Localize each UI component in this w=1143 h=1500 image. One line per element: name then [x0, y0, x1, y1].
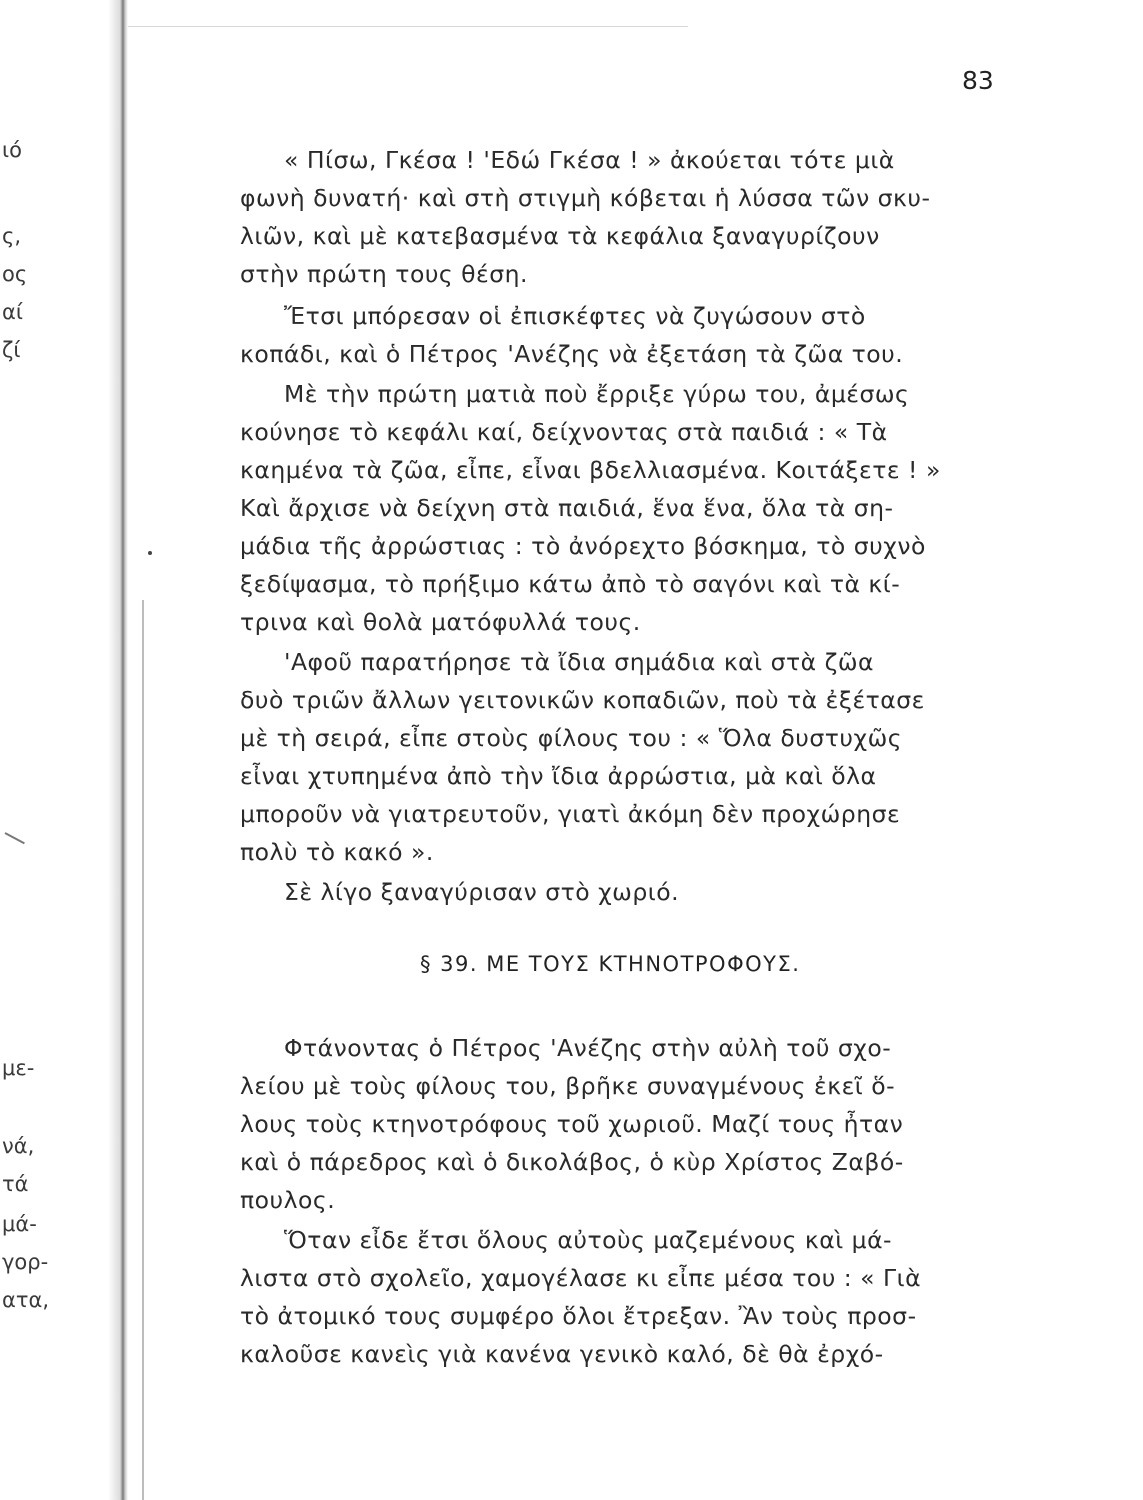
- section-heading: § 39. ΜΕ ΤΟΥΣ ΚΤΗΝΟΤΡΟΦΟΥΣ.: [420, 952, 801, 976]
- left-page-fragment: ατα,: [2, 1288, 50, 1312]
- left-page-fragment: ς,: [2, 224, 22, 248]
- left-page-fragment: ιό: [2, 138, 22, 162]
- text-line: λείου μὲ τοὺς φίλους του, βρῆκε συναγμένους ἐκεῖ ὅ-: [240, 1072, 896, 1100]
- text-line: κούνησε τὸ κεφάλι καί, δείχνοντας στὰ παιδιά : « Τὰ: [240, 418, 888, 446]
- book-gutter: [108, 0, 128, 1500]
- page-number: 83: [962, 66, 994, 95]
- left-page-fragment: μά-: [2, 1212, 37, 1236]
- text-line: ξεδίψασμα, τὸ πρήξιμο κάτω ἀπὸ τὸ σαγόνι καὶ τὰ κί-: [240, 570, 901, 598]
- text-line: τὸ ἀτομικό τους συμφέρο ὅλοι ἔτρεξαν. Ἂν τοὺς προσ-: [240, 1302, 917, 1330]
- top-edge-rule: [128, 26, 688, 27]
- left-page-fragment: ζί: [2, 338, 21, 362]
- text-line: κοπάδι, καὶ ὁ Πέτρος 'Ανέζης νὰ ἐξετάση τὰ ζῶα του.: [240, 340, 904, 368]
- text-line: Ὅταν εἶδε ἔτσι ὅλους αὐτοὺς μαζεμένους καὶ μά-: [284, 1226, 893, 1254]
- text-line: λιστα στὸ σχολεῖο, χαμογέλασε κι εἶπε μέσα του : « Γιὰ: [240, 1264, 922, 1292]
- paragraph: [240, 375, 1040, 641]
- text-line: λιῶν, καὶ μὲ κατεβασμένα τὰ κεφάλια ξαναγυρίζουν: [240, 222, 880, 250]
- speck: [148, 551, 152, 555]
- paragraph: [240, 141, 1040, 293]
- text-line: λους τοὺς κτηνοτρόφους τοῦ χωριοῦ. Μαζί τους ἦταν: [240, 1110, 904, 1138]
- text-line: στὴν πρώτη τους θέση.: [240, 260, 529, 288]
- text-line: εἶναι χτυπημένα ἀπὸ τὴν ἴδια ἀρρώστια, μὰ καὶ ὅλα: [240, 762, 877, 790]
- left-page-fragment: νά,: [2, 1134, 35, 1158]
- left-page-fragment: με-: [2, 1056, 35, 1080]
- text-line: Φτάνοντας ὁ Πέτρος 'Ανέζης στὴν αὐλὴ τοῦ σχο-: [284, 1034, 892, 1062]
- text-line: Σὲ λίγο ξαναγύρισαν στὸ χωριό.: [284, 878, 680, 906]
- text-line: Ἔτσι μπόρεσαν οἱ ἐπισκέφτες νὰ ζυγώσουν στὸ: [284, 302, 866, 330]
- text-line: δυὸ τριῶν ἄλλων γειτονικῶν κοπαδιῶν, ποὺ τὰ ἐξέτασε: [240, 686, 925, 714]
- paragraph: [240, 1029, 1040, 1219]
- text-line: φωνὴ δυνατή· καὶ στὴ στιγμὴ κόβεται ἡ λύσσα τῶν σκυ-: [240, 184, 931, 212]
- gutter-shadow: [142, 600, 144, 1500]
- text-line: πολὺ τὸ κακό ».: [240, 838, 434, 866]
- text-line: 'Αφοῦ παρατήρησε τὰ ἴδια σημάδια καὶ στὰ ζῶα: [284, 648, 875, 676]
- left-page-fragment: ος: [2, 262, 28, 286]
- left-page-fragment: αί: [2, 300, 23, 324]
- text-line: μὲ τὴ σειρά, εἶπε στοὺς φίλους του : « Ὅλα δυστυχῶς: [240, 724, 903, 752]
- text-line: καλοῦσε κανεὶς γιὰ κανένα γενικὸ καλό, δὲ θὰ ἐρχό-: [240, 1340, 884, 1368]
- paragraph: [240, 1221, 1040, 1373]
- text-line: μάδια τῆς ἀρρώστιας : τὸ ἀνόρεχτο βόσκημα, τὸ συχνὸ: [240, 532, 926, 560]
- text-line: Μὲ τὴν πρώτη ματιὰ ποὺ ἔρριξε γύρω του, ἀμέσως: [284, 380, 910, 408]
- left-page-mark: [5, 832, 25, 844]
- paragraph: [240, 297, 1040, 373]
- paragraph: [240, 873, 1040, 911]
- left-page-fragment: γορ-: [2, 1250, 49, 1274]
- text-line: καὶ ὁ πάρεδρος καὶ ὁ δικολάβος, ὁ κὺρ Χρίστος Ζαβό-: [240, 1148, 904, 1176]
- paragraph: [240, 643, 1040, 871]
- text-line: καημένα τὰ ζῶα, εἶπε, εἶναι βδελλιασμένα. Κοιτάξετε ! »: [240, 456, 941, 484]
- left-page-fragment: τά: [2, 1172, 29, 1196]
- text-line: πουλος.: [240, 1186, 336, 1214]
- text-line: μποροῦν νὰ γιατρευτοῦν, γιατὶ ἀκόμη δὲν προχώρησε: [240, 800, 901, 828]
- text-line: Καὶ ἄρχισε νὰ δείχνη στὰ παιδιά, ἕνα ἕνα, ὅλα τὰ ση-: [240, 494, 894, 522]
- text-line: τρινα καὶ θολὰ ματόφυλλά τους.: [240, 608, 641, 636]
- text-line: « Πίσω, Γκέσα ! 'Εδώ Γκέσα ! » ἀκούεται τότε μιὰ: [284, 146, 895, 174]
